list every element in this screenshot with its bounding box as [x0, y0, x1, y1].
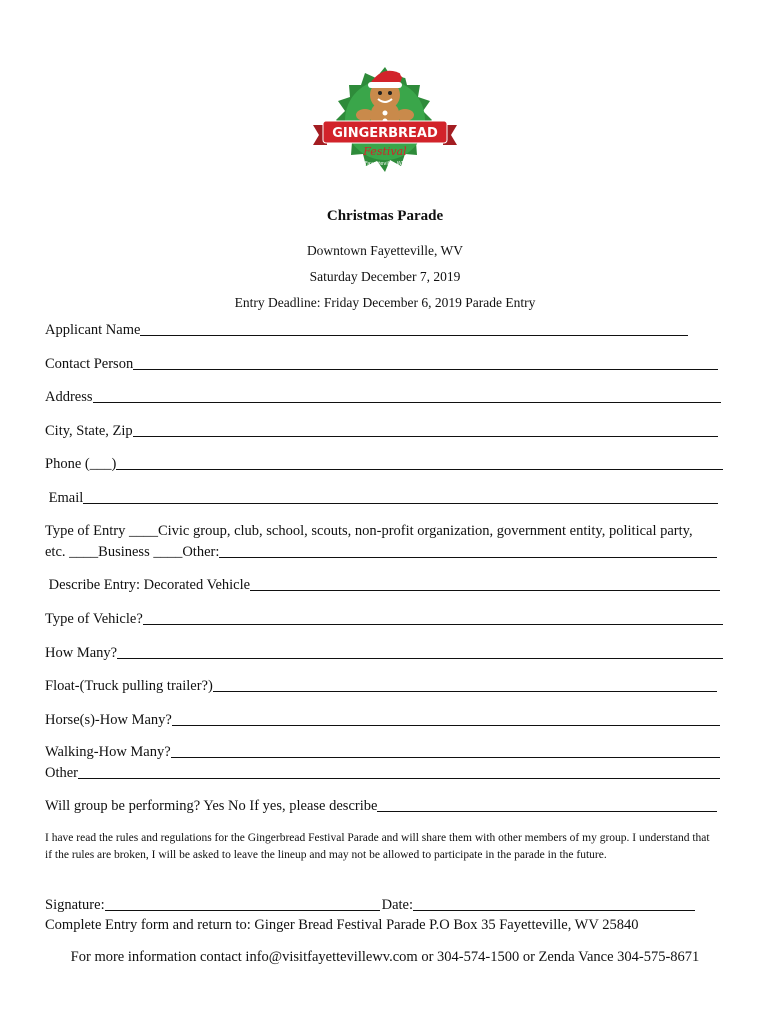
phone-label: Phone (___): [45, 456, 117, 472]
float-label: Float-(Truck pulling trailer?): [45, 678, 213, 694]
horses-label: Horse(s)-How Many?: [45, 712, 172, 728]
page-title: Christmas Parade: [326, 208, 444, 224]
email-field[interactable]: [45, 490, 718, 507]
svg-text:GINGERBREAD: GINGERBREAD: [332, 126, 438, 141]
how-many-field[interactable]: [45, 645, 723, 662]
return-instructions: Complete Entry form and return to: Ginger Bread Festival Parade P.O Box 35 Fayetteville, WV 25840: [45, 917, 639, 933]
horses-field[interactable]: [45, 712, 720, 729]
float-line[interactable]: [213, 690, 717, 692]
event-date: Saturday December 7, 2019: [309, 269, 461, 284]
describe-entry-field[interactable]: [45, 577, 720, 594]
walking-label: Walking-How Many?: [45, 744, 171, 760]
type-of-entry-other-field[interactable]: [45, 544, 717, 561]
signature-line[interactable]: [105, 909, 380, 911]
type-of-vehicle-field[interactable]: [45, 611, 723, 628]
entry-deadline: Entry Deadline: Friday December 6, 2019 Parade Entry: [234, 295, 536, 310]
other-label: Other: [45, 765, 79, 781]
svg-text:Festival: Festival: [363, 145, 407, 158]
city-state-zip-label: City, State, Zip: [45, 423, 133, 439]
contact-person-line[interactable]: [133, 368, 718, 370]
type-of-entry-line2-label: etc. ____Business ____Other:: [45, 544, 220, 560]
signature-date-line[interactable]: [413, 909, 695, 911]
other-field[interactable]: [45, 765, 720, 782]
contact-information: For more information contact info@visitfayettevillewv.com or 304-574-1500 or Zenda Vance 304-575-8671: [70, 949, 700, 965]
address-label: Address: [45, 389, 93, 405]
performing-line[interactable]: [377, 810, 717, 812]
type-of-entry-other-line[interactable]: [219, 556, 717, 558]
type-of-entry-label: Type of Entry ____Civic group, club, school, scouts, non-profit organization, government entity, political party,: [45, 523, 693, 539]
city-state-zip-field[interactable]: [45, 423, 718, 440]
type-of-vehicle-line[interactable]: [143, 623, 723, 625]
how-many-label: How Many?: [45, 645, 118, 661]
signature-date-field[interactable]: [378, 897, 695, 914]
applicant-name-label: Applicant Name: [45, 322, 141, 338]
horses-line[interactable]: [172, 724, 720, 726]
signature-field[interactable]: [45, 897, 380, 914]
gingerbread-man-icon: [305, 45, 465, 195]
email-label: Email: [45, 490, 84, 506]
performing-label: Will group be performing? Yes No If yes, please describe: [45, 798, 378, 814]
applicant-name-line[interactable]: [140, 334, 688, 336]
agreement-text: I have read the rules and regulations for the Gingerbread Festival Parade and will share them with other members of my group. I understand that if the rules are broken, I will be asked to leave the lineup and may not be allowed to participate in the parade in the future.: [45, 832, 710, 861]
event-location: Downtown Fayetteville, WV: [306, 243, 464, 258]
phone-field[interactable]: [45, 456, 723, 473]
describe-entry-line[interactable]: [250, 589, 720, 591]
walking-line[interactable]: [171, 756, 720, 758]
applicant-name-field[interactable]: [45, 322, 688, 339]
walking-field[interactable]: [45, 744, 720, 761]
signature-date-label: Date:: [378, 897, 414, 913]
contact-person-field[interactable]: [45, 356, 718, 373]
address-field[interactable]: [45, 389, 721, 406]
float-field[interactable]: [45, 678, 717, 695]
describe-entry-label: Describe Entry: Decorated Vehicle: [45, 577, 251, 593]
phone-line[interactable]: [116, 468, 723, 470]
type-of-vehicle-label: Type of Vehicle?: [45, 611, 143, 627]
signature-label: Signature:: [45, 897, 105, 913]
email-line[interactable]: [83, 502, 718, 504]
performing-field[interactable]: [45, 798, 717, 815]
other-line[interactable]: [78, 777, 720, 779]
city-state-zip-line[interactable]: [133, 435, 718, 437]
svg-text:Fayetteville, WV: Fayetteville, WV: [364, 161, 406, 167]
address-line[interactable]: [93, 401, 721, 403]
how-many-line[interactable]: [117, 657, 723, 659]
gingerbread-festival-logo: [305, 45, 465, 195]
type-of-entry-line1[interactable]: [45, 523, 725, 540]
contact-person-label: Contact Person: [45, 356, 134, 372]
